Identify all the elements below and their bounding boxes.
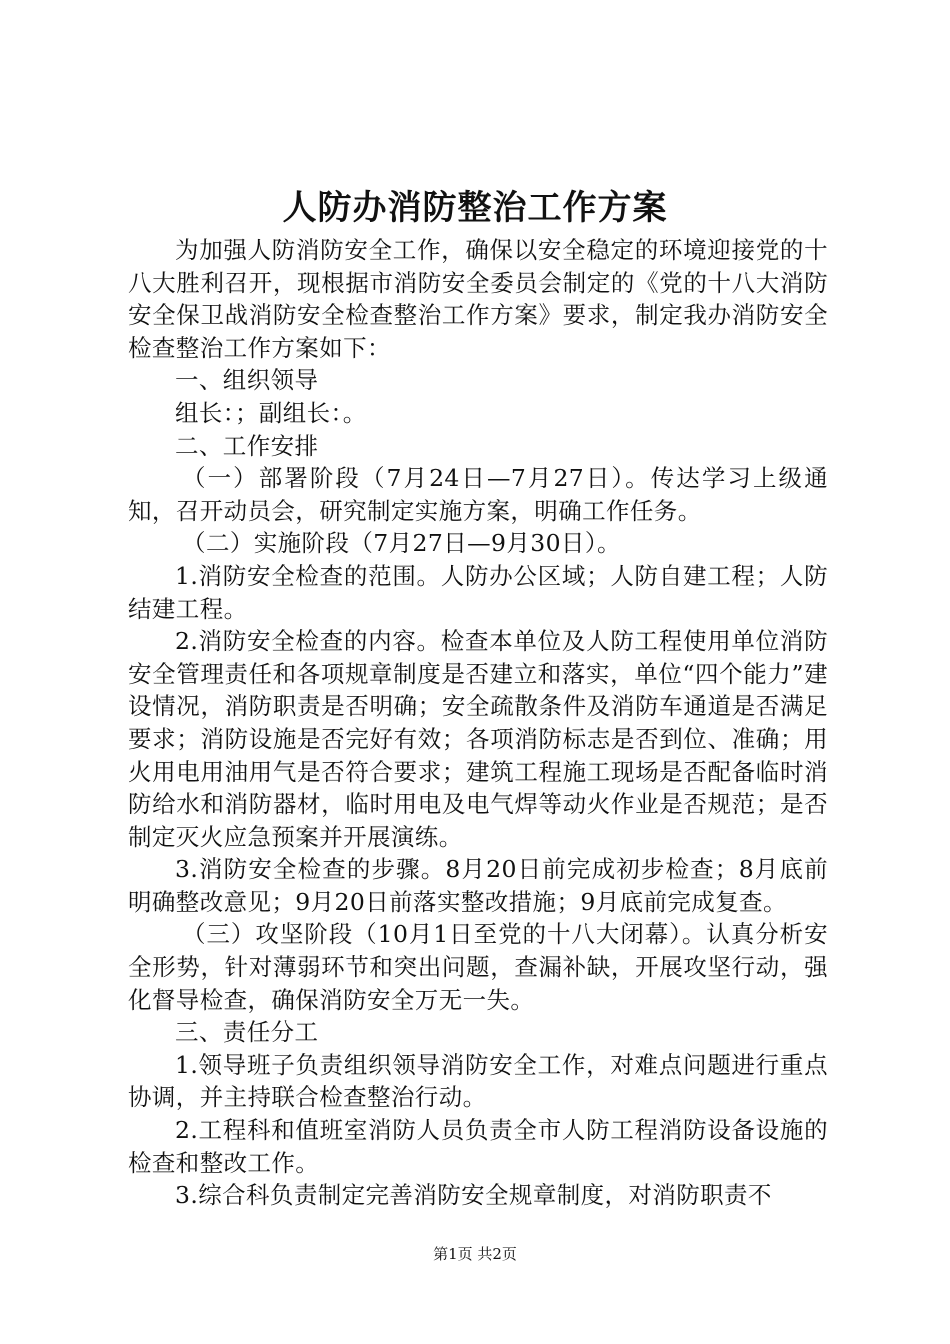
paragraph-inspection-content: 2.消防安全检查的内容。检查本单位及人防工程使用单位消防安全管理责任和各项规章制度是否建立和落实，单位“四个能力”建设情况，消防职责是否明确；安全疏散条件及消防车通道是否满足要求；消防设施是否完好有效；各项消防标志是否到位、准确；用火用电用油用气是否符合要求；建筑工程施工现场是否配备临时消防给水和消防器材，临时用电及电气焊等动火作业是否规范；是否制定灭火应急预案并开展演练。 — [128, 627, 828, 851]
paragraph-leaders: 组长：；副组长：。 — [175, 398, 367, 427]
heading-responsibilities: 三、责任分工 — [175, 1018, 319, 1047]
paragraph-inspection-scope: 1.消防安全检查的范围。人防办公区域；人防自建工程；人防结建工程。 — [128, 561, 828, 623]
paragraph-leadership-duty: 1.领导班子负责组织领导消防安全工作，对难点问题进行重点协调，并主持联合检查整治行动。 — [128, 1050, 828, 1112]
heading-work-arrangement: 二、工作安排 — [175, 431, 319, 460]
paragraph-general-affairs-duty: 3.综合科负责制定完善消防安全规章制度，对消防职责不 — [175, 1181, 772, 1210]
document-body — [128, 234, 828, 1212]
paragraph-deployment-stage: （一）部署阶段（7月24日—7月27日）。传达学习上级通知，召开动员会，研究制定实施方案，明确工作任务。 — [128, 464, 828, 525]
document-title: 人防办消防整治工作方案 — [282, 188, 668, 228]
paragraph-engineering-duty: 2.工程科和值班室消防人员负责全市人防工程消防设备设施的检查和整改工作。 — [128, 1116, 828, 1177]
paragraph-intro: 为加强人防消防安全工作，确保以安全稳定的环境迎接党的十八大胜利召开，现根据市消防安全委员会制定的《党的十八大消防安全保卫战消防安全检查整治工作方案》要求，制定我办消防安全检查整治工作方案如下： — [128, 236, 828, 362]
heading-organization: 一、组织领导 — [175, 366, 319, 395]
page-footer: 第1页 共2页 — [433, 1245, 517, 1263]
paragraph-inspection-steps: 3.消防安全检查的步骤。8月20日前完成初步检查；8月底前明确整改意见；9月20日前落实整改措施；9月底前完成复查。 — [128, 855, 828, 916]
paragraph-tackling-stage: （三）攻坚阶段（10月1日至党的十八大闭幕）。认真分析安全形势，针对薄弱环节和突出问题，查漏补缺，开展攻坚行动，强化督导检查，确保消防安全万无一失。 — [128, 920, 828, 1014]
paragraph-implementation-stage: （二）实施阶段（7月27日—9月30日）。 — [182, 529, 621, 558]
